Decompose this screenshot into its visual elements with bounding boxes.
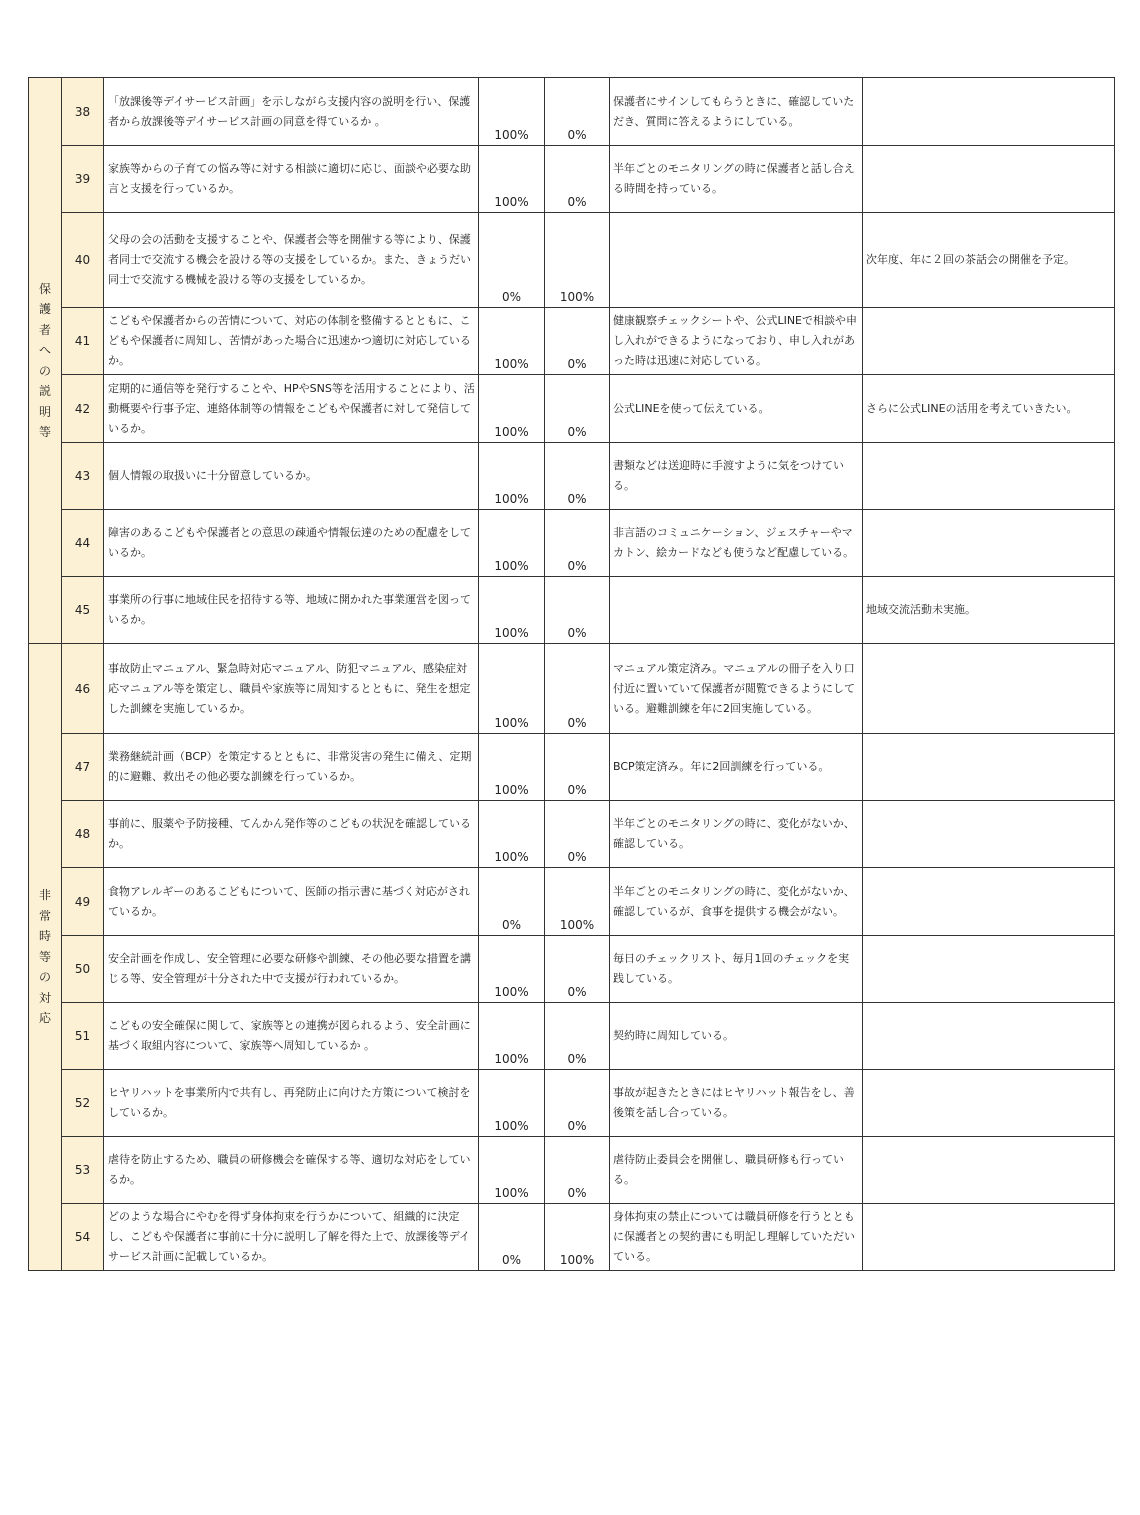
table-row [29, 1137, 1115, 1204]
question-text: 家族等からの子育ての悩み等に対する相談に適切に応じ、面談や必要な助言と支援を行っているか。 [104, 146, 479, 213]
yes-percent: 100% [479, 1137, 545, 1204]
table-row [29, 868, 1115, 936]
no-percent: 0% [545, 1137, 610, 1204]
question-text: ヒヤリハットを事業所内で共有し、再発防止に向けた方策について検討をしているか。 [104, 1070, 479, 1137]
question-text: 障害のあるこどもや保護者との意思の疎通や情報伝達のための配慮をしているか。 [104, 510, 479, 577]
staff-comment: 半年ごとのモニタリングの時に、変化がないか、確認しているが、食事を提供する機会がない。 [610, 868, 863, 936]
table-row [29, 734, 1115, 801]
table-row [29, 1003, 1115, 1070]
item-number: 39 [62, 146, 104, 213]
item-number: 46 [62, 644, 104, 734]
staff-comment: 半年ごとのモニタリングの時に保護者と話し合える時間を持っている。 [610, 146, 863, 213]
category-label: 保 護 者 へ の 説 明 等 [38, 281, 51, 439]
yes-percent: 100% [479, 734, 545, 801]
question-text: 虐待を防止するため、職員の研修機会を確保する等、適切な対応をしているか。 [104, 1137, 479, 1204]
improvement-plan [863, 1204, 1115, 1271]
improvement-plan: 地域交流活動未実施。 [863, 577, 1115, 644]
table-row [29, 375, 1115, 443]
staff-comment: 虐待防止委員会を開催し、職員研修も行っている。 [610, 1137, 863, 1204]
item-number: 51 [62, 1003, 104, 1070]
yes-percent: 100% [479, 577, 545, 644]
question-text: 事故防止マニュアル、緊急時対応マニュアル、防犯マニュアル、感染症対応マニュアル等を策定し、職員や家族等に周知するとともに、発生を想定した訓練を実施しているか。 [104, 644, 479, 734]
no-percent: 0% [545, 146, 610, 213]
staff-comment: 公式LINEを使って伝えている。 [610, 375, 863, 443]
item-number: 40 [62, 213, 104, 308]
no-percent: 0% [545, 510, 610, 577]
question-text: こどもや保護者からの苦情について、対応の体制を整備するとともに、こどもや保護者に周知し、苦情があった場合に迅速かつ適切に対応しているか。 [104, 308, 479, 375]
yes-percent: 100% [479, 1070, 545, 1137]
improvement-plan [863, 734, 1115, 801]
yes-percent: 100% [479, 1003, 545, 1070]
improvement-plan [863, 1003, 1115, 1070]
item-number: 50 [62, 936, 104, 1003]
yes-percent: 100% [479, 801, 545, 868]
question-text: 事業所の行事に地域住民を招待する等、地域に開かれた事業運営を図っているか。 [104, 577, 479, 644]
question-text: 業務継続計画（BCP）を策定するとともに、非常災害の発生に備え、定期的に避難、救出その他必要な訓練を行っているか。 [104, 734, 479, 801]
yes-percent: 100% [479, 308, 545, 375]
improvement-plan [863, 146, 1115, 213]
staff-comment: BCP策定済み。年に2回訓練を行っている。 [610, 734, 863, 801]
table-row [29, 1204, 1115, 1271]
staff-comment: 毎日のチェックリスト、毎月1回のチェックを実践している。 [610, 936, 863, 1003]
no-percent: 100% [545, 868, 610, 936]
improvement-plan [863, 1070, 1115, 1137]
no-percent: 0% [545, 78, 610, 146]
no-percent: 0% [545, 644, 610, 734]
category-cell [29, 644, 62, 1271]
staff-comment: 契約時に周知している。 [610, 1003, 863, 1070]
no-percent: 0% [545, 308, 610, 375]
table-row [29, 78, 1115, 146]
improvement-plan [863, 936, 1115, 1003]
table-row [29, 510, 1115, 577]
table-row [29, 213, 1115, 308]
staff-comment: マニュアル策定済み。マニュアルの冊子を入り口付近に置いていて保護者が閲覧できるようにしている。避難訓練を年に2回実施している。 [610, 644, 863, 734]
no-percent: 0% [545, 375, 610, 443]
staff-comment: 身体拘束の禁止については職員研修を行うとともに保護者との契約書にも明記し理解していただいている。 [610, 1204, 863, 1271]
item-number: 43 [62, 443, 104, 510]
table-row [29, 936, 1115, 1003]
question-text: 父母の会の活動を支援することや、保護者会等を開催する等により、保護者同士で交流する機会を設ける等の支援をしているか。また、きょうだい同士で交流する機械を設ける等の支援をしているか。 [104, 213, 479, 308]
item-number: 48 [62, 801, 104, 868]
no-percent: 100% [545, 1204, 610, 1271]
item-number: 41 [62, 308, 104, 375]
table-row [29, 1070, 1115, 1137]
improvement-plan [863, 443, 1115, 510]
category-cell [29, 78, 62, 644]
improvement-plan [863, 510, 1115, 577]
yes-percent: 100% [479, 146, 545, 213]
question-text: こどもの安全確保に関して、家族等との連携が図られるよう、安全計画に基づく取組内容について、家族等へ周知しているか 。 [104, 1003, 479, 1070]
yes-percent: 0% [479, 213, 545, 308]
table-body [29, 78, 1115, 1271]
staff-comment: 半年ごとのモニタリングの時に、変化がないか、確認している。 [610, 801, 863, 868]
item-number: 53 [62, 1137, 104, 1204]
improvement-plan [863, 1137, 1115, 1204]
item-number: 54 [62, 1204, 104, 1271]
staff-comment [610, 213, 863, 308]
item-number: 45 [62, 577, 104, 644]
item-number: 47 [62, 734, 104, 801]
yes-percent: 100% [479, 375, 545, 443]
item-number: 49 [62, 868, 104, 936]
item-number: 44 [62, 510, 104, 577]
improvement-plan: さらに公式LINEの活用を考えていきたい。 [863, 375, 1115, 443]
yes-percent: 100% [479, 936, 545, 1003]
question-text: 「放課後等デイサービス計画」を示しながら支援内容の説明を行い、保護者から放課後等デイサービス計画の同意を得ているか 。 [104, 78, 479, 146]
no-percent: 0% [545, 1070, 610, 1137]
item-number: 38 [62, 78, 104, 146]
improvement-plan: 次年度、年に２回の茶話会の開催を予定。 [863, 213, 1115, 308]
item-number: 52 [62, 1070, 104, 1137]
staff-comment: 健康観察チェックシートや、公式LINEで相談や申し入れができるようになっており、申し入れがあった時は迅速に対応している。 [610, 308, 863, 375]
no-percent: 0% [545, 801, 610, 868]
yes-percent: 100% [479, 644, 545, 734]
no-percent: 100% [545, 213, 610, 308]
no-percent: 0% [545, 936, 610, 1003]
yes-percent: 100% [479, 78, 545, 146]
staff-comment [610, 577, 863, 644]
yes-percent: 100% [479, 443, 545, 510]
staff-comment: 非言語のコミュニケーション、ジェスチャーやマカトン、絵カードなども使うなど配慮している。 [610, 510, 863, 577]
improvement-plan [863, 801, 1115, 868]
question-text: 食物アレルギーのあるこどもについて、医師の指示書に基づく対応がされているか。 [104, 868, 479, 936]
no-percent: 0% [545, 577, 610, 644]
table-row [29, 577, 1115, 644]
improvement-plan [863, 78, 1115, 146]
no-percent: 0% [545, 443, 610, 510]
yes-percent: 0% [479, 868, 545, 936]
item-number: 42 [62, 375, 104, 443]
staff-comment: 事故が起きたときにはヒヤリハット報告をし、善後策を話し合っている。 [610, 1070, 863, 1137]
staff-comment: 書類などは送迎時に手渡すように気をつけている。 [610, 443, 863, 510]
no-percent: 0% [545, 734, 610, 801]
evaluation-table [28, 77, 1115, 1271]
question-text: 個人情報の取扱いに十分留意しているか。 [104, 443, 479, 510]
question-text: 事前に、服薬や予防接種、てんかん発作等のこどもの状況を確認しているか。 [104, 801, 479, 868]
table-row [29, 308, 1115, 375]
improvement-plan [863, 308, 1115, 375]
no-percent: 0% [545, 1003, 610, 1070]
question-text: 定期的に通信等を発行することや、HPやSNS等を活用することにより、活動概要や行事予定、連絡体制等の情報をこどもや保護者に対して発信しているか。 [104, 375, 479, 443]
improvement-plan [863, 644, 1115, 734]
table-row [29, 644, 1115, 734]
yes-percent: 100% [479, 510, 545, 577]
question-text: どのような場合にやむを得ず身体拘束を行うかについて、組織的に決定し、こどもや保護者に事前に十分に説明し了解を得た上で、放課後等デイサービス計画に記載しているか。 [104, 1204, 479, 1271]
yes-percent: 0% [479, 1204, 545, 1271]
question-text: 安全計画を作成し、安全管理に必要な研修や訓練、その他必要な措置を講じる等、安全管理が十分された中で支援が行われているか。 [104, 936, 479, 1003]
table-row [29, 801, 1115, 868]
table-row [29, 443, 1115, 510]
staff-comment: 保護者にサインしてもらうときに、確認していただき、質問に答えるようにしている。 [610, 78, 863, 146]
category-label: 非 常 時 等 の 対 応 [38, 888, 51, 1026]
table-row [29, 146, 1115, 213]
improvement-plan [863, 868, 1115, 936]
